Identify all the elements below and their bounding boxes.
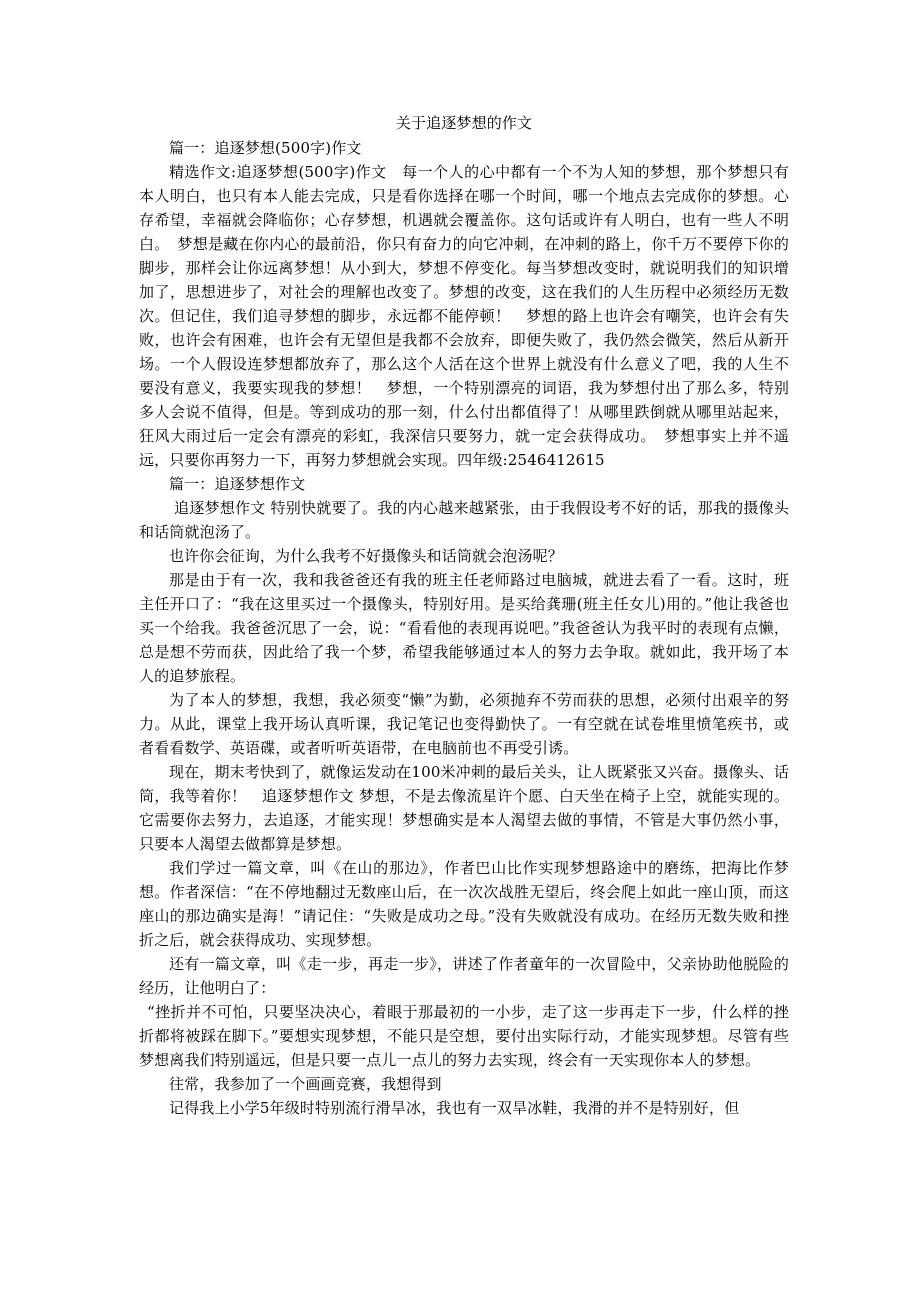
- paragraph: 往常，我参加了一个画画竞赛，我想得到: [169, 1075, 442, 1093]
- section-heading: 篇一：追逐梦想(500字)作文: [169, 139, 362, 157]
- paragraph: 现在，期末考快到了，就像运发动在100米冲刺的最后关头，让人既紧张又兴奋。摄像头、话筒，我等着你！ 追逐梦想作文 梦想，不是去像流星许个愿、白天坐在椅子上空，就能实现的。它需要你去努力，去追逐，才能实现！梦想确实是本人渴望去做的事情，不管是大事仍然小事，只要本人渴望去做都算是梦想。: [139, 763, 789, 853]
- paragraph: 精选作文:追逐梦想(500字)作文 每一个人的心中都有一个不为人知的梦想，那个梦想只有本人明白，也只有本人能去完成，只是看你选择在哪一个时间，哪一个地点去完成你的梦想。心存希望，幸福就会降临你；心存梦想，机遇就会覆盖你。这句话或许有人明白，也有一些人不明白。 梦想是藏在你内心的最前沿，你只有奋力的向它冲刺，在冲刺的路上，你千万不要停下你的脚步，那样会让你远离梦想！从小到大，梦想不停变化。每当梦想改变时，就说明我们的知识增加了，思想进步了，对社会的理解也改变了。梦想的改变，这在我们的人生历程中必须经历无数次。但记住，我们追寻梦想的脚步，永远都不能停顿！ 梦想的路上也许会有嘲笑，也许会有失败，也许会有困难，也许会有无望但是我都不会放弃，即便失败了，我仍然会微笑，然后从新开场。一个人假设连梦想都放弃了，那么这个人活在这个世界上就没有什么意义了吧，我的人生不要没有意义，我要实现我的梦想！ 梦想，一个特别漂亮的词语，我为梦想付出了那么多，特别多人会说不值得，但是。等到成功的那一刻，什么付出都值得了！从哪里跌倒就从哪里站起来，狂风大雨过后一定会有漂亮的彩虹，我深信只要努力，就一定会获得成功。 梦想事实上并不遥远，只要你再努力一下，再努力梦想就会实现。四年级:2546412615: [139, 163, 789, 469]
- paragraph: 记得我上小学5年级时特别流行滑旱冰，我也有一双旱冰鞋，我滑的并不是特别好，但: [169, 1099, 740, 1117]
- paragraph: 我们学过一篇文章，叫《在山的那边》，作者巴山比作实现梦想路途中的磨练，把海比作梦想。作者深信：“在不停地翻过无数座山后，在一次次战胜无望后，终会爬上如此一座山顶，而这座山的那边确实是海！”请记住：“失败是成功之母。”没有失败就没有成功。在经历无数失败和挫折之后，就会获得成功、实现梦想。: [139, 859, 789, 949]
- document-body: [139, 111, 789, 1120]
- paragraph: 还有一篇文章，叫《走一步，再走一步》，讲述了作者童年的一次冒险中，父亲协助他脱险的经历，让他明白了：: [139, 955, 789, 997]
- paragraph: “挫折并不可怕，只要坚决决心，着眼于那最初的一小步，走了这一步再走下一步，什么样的挫折都将被踩在脚下。”要想实现梦想，不能只是空想，要付出实际行动，才能实现梦想。尽管有些梦想离我们特别遥远，但是只要一点儿一点儿的努力去实现，终会有一天实现你本人的梦想。: [139, 1003, 789, 1069]
- paragraph: 也许你会征询，为什么我考不好摄像头和话筒就会泡汤呢？: [169, 547, 563, 565]
- section-heading: 篇一：追逐梦想作文: [169, 475, 306, 493]
- paragraph: 追逐梦想作文 特别快就要了。我的内心越来越紧张，由于我假设考不好的话，那我的摄像头和话筒就泡汤了。: [139, 499, 789, 541]
- document-title: 关于追逐梦想的作文: [395, 114, 533, 132]
- paragraph: 那是由于有一次，我和我爸爸还有我的班主任老师路过电脑城，就进去看了一看。这时，班主任开口了：“我在这里买过一个摄像头，特别好用。是买给龚珊(班主任女儿)用的。”他让我爸也买一个给我。我爸爸沉思了一会，说：“看看他的表现再说吧。”我爸爸认为我平时的表现有点懒，总是想不劳而获，因此给了我一个梦，希望我能够通过本人的努力去争取。就如此，我开场了本人的追梦旅程。: [139, 571, 789, 685]
- paragraph: 为了本人的梦想，我想，我必须变“懒”为勤，必须抛弃不劳而获的思想，必须付出艰辛的努力。从此，课堂上我开场认真听课，我记笔记也变得勤快了。一有空就在试卷堆里愤笔疾书，或者看看数学、英语碟，或者听听英语带，在电脑前也不再受引诱。: [139, 691, 789, 757]
